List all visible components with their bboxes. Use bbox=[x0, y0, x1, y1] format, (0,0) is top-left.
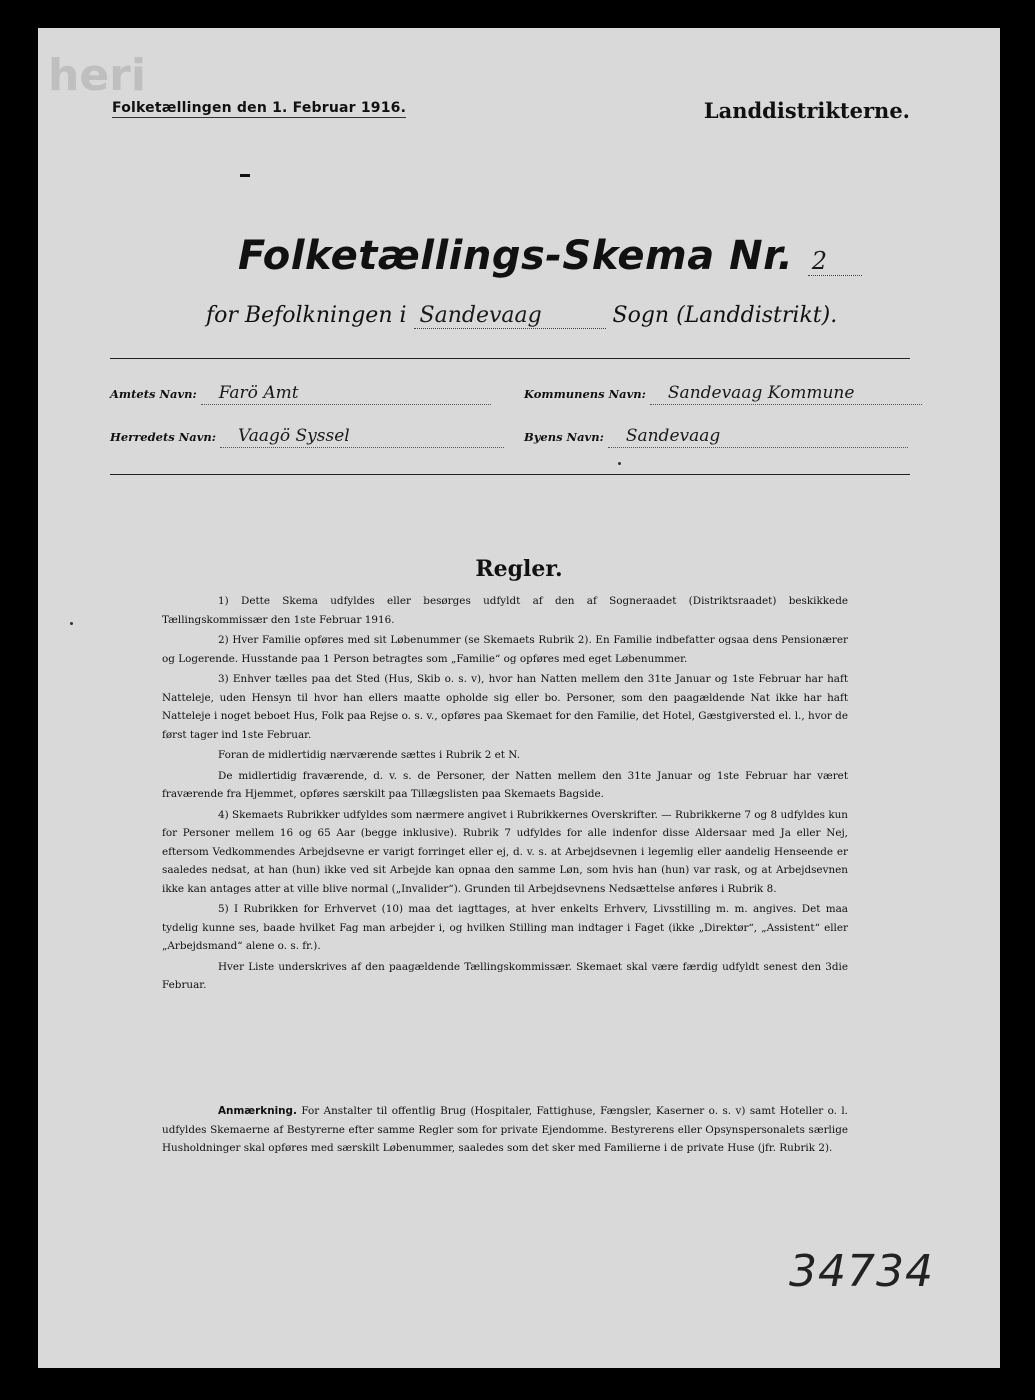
population-line bbox=[206, 303, 837, 329]
herred-value: Vaagö Syssel bbox=[220, 426, 504, 448]
by-field bbox=[524, 426, 908, 448]
rule-paragraph: Hver Liste underskrives af den paagældende Tællingskommissær. Skemaet skal være færdig udfyldt senest den 3die Februar. bbox=[162, 960, 848, 991]
divider-bottom bbox=[110, 474, 910, 475]
by-label: Byens Navn: bbox=[524, 430, 604, 444]
by-value: Sandevaag bbox=[608, 426, 908, 448]
rule-paragraph: 5) I Rubrikken for Erhvervet (10) maa det iagttages, at hver enkelts Erhverv, Livsstilling m. m. angives. Det maa tydelig kunne ses, baade hvilket Fag man arbejder i, og hvilken Stilling man indtager i Faget (ikke „Direktør“, „Assistent“ eller „Arbejdsmand“ alene o. s. fr.). bbox=[162, 903, 848, 952]
annotation-note bbox=[162, 1102, 848, 1158]
census-date-header: Folketællingen den 1. Februar 1916. bbox=[112, 100, 407, 116]
rules-heading: Regler. bbox=[475, 556, 563, 582]
herred-field bbox=[110, 426, 504, 448]
population-prefix: for Befolkningen i bbox=[206, 303, 407, 328]
amt-label: Amtets Navn: bbox=[110, 387, 197, 401]
census-form-page bbox=[38, 28, 1000, 1368]
form-title-text: Folketællings-Skema Nr. bbox=[238, 233, 794, 279]
parish-name: Sandevaag bbox=[414, 303, 606, 329]
archive-number: 34734 bbox=[789, 1246, 934, 1297]
district-type-header: Landdistrikterne. bbox=[703, 98, 910, 123]
ink-speck bbox=[618, 462, 621, 465]
kommune-label: Kommunens Navn: bbox=[524, 387, 646, 401]
note-label: Anmærkning. bbox=[218, 1105, 297, 1117]
form-title bbox=[238, 233, 862, 279]
amt-field bbox=[110, 383, 491, 405]
herred-label: Herredets Navn: bbox=[110, 430, 217, 444]
ink-speck bbox=[70, 622, 73, 625]
bleed-through-mark: heri bbox=[48, 50, 146, 101]
rule-paragraph: 3) Enhver tælles paa det Sted (Hus, Skib o. s. v), hvor han Natten mellem den 31te Januar og 1ste Februar har haft Natteleje, uden Hensyn til hvor han ellers maatte opholde sig eller bo. Personer, som den paagældende Nat ikke har haft Natteleje i noget beboet Hus, Folk paa Rejse o. s. v., opføres paa Skemaet for den Familie, det Hotel, Gæstgiversted el. l., hvor de først tager ind 1ste Februar. bbox=[162, 673, 848, 741]
kommune-field bbox=[524, 383, 922, 405]
form-number: 2 bbox=[808, 247, 862, 276]
population-suffix: Sogn (Landdistrikt). bbox=[612, 303, 838, 328]
kommune-value: Sandevaag Kommune bbox=[650, 383, 922, 405]
rule-paragraph: Foran de midlertidig nærværende sættes i Rubrik 2 et N. bbox=[218, 749, 521, 761]
rule-paragraph: 2) Hver Familie opføres med sit Løbenummer (se Skemaets Rubrik 2). En Familie indbefatter ogsaa dens Pensionærer og Logerende. Husstande paa 1 Person betragtes som „Familie“ og opføres med eget Løbenummer. bbox=[162, 634, 848, 665]
rule-paragraph: De midlertidig fraværende, d. v. s. de Personer, der Natten mellem den 31te Januar og 1ste Februar har været fraværende fra Hjemmet, opføres særskilt paa Tillægslisten paa Skemaets Bagside. bbox=[162, 769, 848, 800]
divider-top bbox=[110, 358, 910, 359]
note-text: For Anstalter til offentlig Brug (Hospitaler, Fattighuse, Fængsler, Kaserner o. s. v) samt Hoteller o. l. udfyldes Skemaerne af Bestyrerne efter samme Regler som for private Ejendomme. Bestyrerens eller Opsynspersonalets særlige Husholdninger skal opføres med særskilt Løbenummer, saaledes som det sker med Familierne i de private Huse (jfr. Rubrik 2). bbox=[162, 1105, 848, 1154]
amt-value: Farö Amt bbox=[201, 383, 491, 405]
rule-paragraph: 4) Skemaets Rubrikker udfyldes som nærmere angivet i Rubrikkernes Overskrifter. — Rubrikkerne 7 og 8 udfyldes kun for Personer mellem 16 og 65 Aar (begge inklusive). Rubrik 7 udfyldes for alle indenfor disse Aldersaar med Ja eller Nej, eftersom Vedkommendes Arbejdsevne er varigt forringet eller ej, d. v. s. at Arbejdsevnen i legemlig eller aandelig Henseende er saaledes nedsat, at han (hun) ikke ved sit Arbejde kan opnaa den samme Løn, som hvis han (hun) var rask, og at Arbejdsevnen ikke kan antages atter at ville blive normal („Invalider“). Grunden til Arbejdsevnens Nedsættelse anføres i Rubrik 8. bbox=[162, 808, 848, 895]
rule-paragraph: 1) Dette Skema udfyldes eller besørges udfyldt af den af Sogneraadet (Distriktsraadet) beskikkede Tællingskommissær den 1ste Februar 1916. bbox=[162, 595, 848, 626]
rules-body bbox=[162, 592, 848, 997]
ink-dash bbox=[240, 174, 250, 177]
